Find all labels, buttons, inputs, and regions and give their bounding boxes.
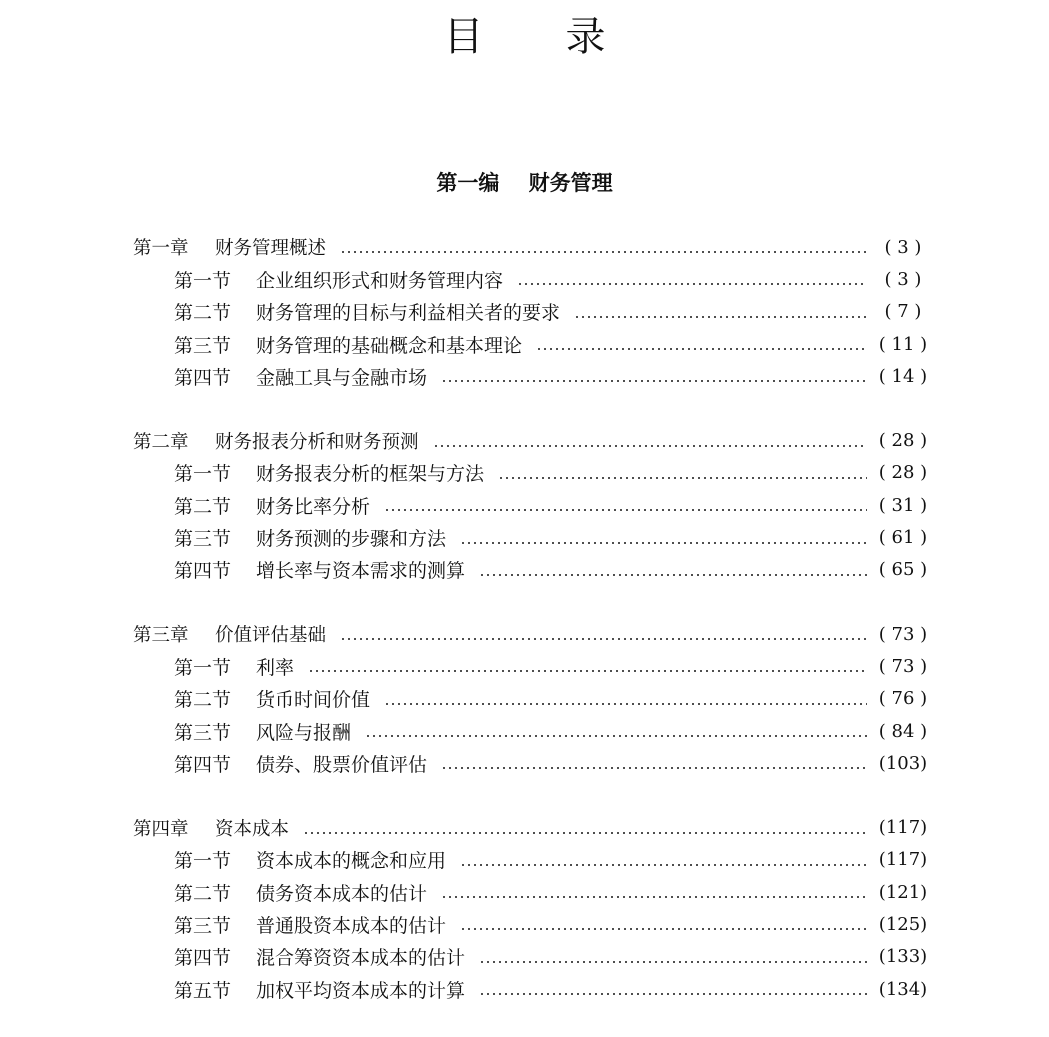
section-title: 财务管理的目标与利益相关者的要求 (256, 302, 561, 325)
chapter-title: 财务管理概述 (215, 238, 327, 260)
dot-leader (441, 380, 867, 382)
dot-leader (498, 477, 867, 479)
toc-section-entry[interactable] (133, 296, 929, 328)
dot-leader (460, 864, 867, 866)
toc-section-entry[interactable] (133, 747, 929, 779)
toc-chapter (133, 811, 929, 1005)
chapter-page-number: ( 3 ) (884, 236, 922, 258)
toc-section-entry[interactable] (133, 650, 929, 682)
section-number: 第三节 (174, 914, 232, 937)
section-title: 企业组织形式和财务管理内容 (256, 269, 504, 292)
chapter-page-number: ( 73 ) (878, 623, 928, 645)
section-page-number: ( 84 ) (878, 720, 928, 742)
section-title: 利率 (256, 656, 295, 679)
section-title: 风险与报酬 (256, 721, 352, 744)
section-page-number: ( 3 ) (884, 268, 922, 290)
page-title-char-2: 录 (565, 14, 606, 60)
section-page-number: ( 11 ) (878, 333, 928, 355)
section-page-number: (103) (878, 752, 928, 774)
toc-section-entry[interactable] (133, 328, 929, 360)
section-page-number: (125) (878, 913, 928, 935)
table-of-contents (133, 231, 929, 1037)
toc-chapter-entry[interactable] (133, 618, 929, 650)
toc-section-entry[interactable] (133, 908, 929, 940)
section-title: 货币时间价值 (256, 689, 371, 712)
dot-leader (460, 542, 867, 544)
dot-leader (340, 638, 867, 640)
toc-section-entry[interactable] (133, 973, 929, 1005)
section-title: 增长率与资本需求的测算 (256, 560, 466, 583)
section-page-number: (117) (878, 849, 928, 871)
section-number: 第一节 (174, 463, 232, 486)
chapter-title: 资本成本 (215, 818, 290, 840)
section-number: 第三节 (174, 334, 232, 357)
section-page-number: ( 28 ) (878, 462, 928, 484)
section-number: 第五节 (174, 979, 232, 1002)
section-title: 财务预测的步骤和方法 (256, 528, 447, 551)
dot-leader (460, 928, 867, 930)
dot-leader (340, 251, 867, 253)
page-title (0, 12, 1049, 62)
section-title: 金融工具与金融市场 (256, 366, 428, 389)
toc-section-entry[interactable] (133, 263, 929, 295)
dot-leader (479, 574, 867, 576)
section-number: 第二节 (174, 689, 232, 712)
section-number: 第三节 (174, 721, 232, 744)
dot-leader (574, 316, 867, 318)
toc-chapter (133, 231, 929, 392)
section-page-number: ( 31 ) (878, 494, 928, 516)
section-page-number: (133) (878, 946, 928, 968)
part-heading: 第一编 财务管理 (436, 170, 613, 195)
page-title-char-1: 目 (443, 14, 484, 60)
section-page-number: (121) (878, 881, 928, 903)
section-title: 资本成本的概念和应用 (256, 850, 447, 873)
dot-leader (365, 735, 867, 737)
toc-section-entry[interactable] (133, 521, 929, 553)
dot-leader (479, 993, 867, 995)
dot-leader (384, 509, 867, 511)
chapter-page-number: (117) (878, 817, 928, 839)
toc-chapter-entry[interactable] (133, 424, 929, 456)
toc-section-entry[interactable] (133, 844, 929, 876)
section-page-number: (134) (878, 978, 928, 1000)
dot-leader (479, 961, 867, 963)
toc-chapter (133, 618, 929, 779)
toc-section-entry[interactable] (133, 715, 929, 747)
section-title: 财务管理的基础概念和基本理论 (256, 334, 523, 357)
dot-leader (441, 896, 867, 898)
toc-section-entry[interactable] (133, 360, 929, 392)
dot-leader (536, 348, 867, 350)
dot-leader (303, 832, 867, 834)
chapter-title: 价值评估基础 (215, 625, 327, 647)
section-page-number: ( 7 ) (884, 301, 922, 323)
toc-section-entry[interactable] (133, 457, 929, 489)
section-number: 第四节 (174, 947, 232, 970)
dot-leader (308, 670, 867, 672)
toc-section-entry[interactable] (133, 554, 929, 586)
dot-leader (441, 767, 867, 769)
toc-section-entry[interactable] (133, 876, 929, 908)
section-title: 债券、股票价值评估 (256, 753, 428, 776)
section-number: 第二节 (174, 495, 232, 518)
section-number: 第二节 (174, 302, 232, 325)
section-number: 第一节 (174, 656, 232, 679)
section-title: 混合筹资资本成本的估计 (256, 947, 466, 970)
chapter-number: 第四章 (133, 818, 189, 840)
dot-leader (384, 703, 867, 705)
chapter-number: 第三章 (133, 625, 189, 647)
toc-chapter-entry[interactable] (133, 811, 929, 843)
toc-chapter (133, 424, 929, 585)
toc-section-entry[interactable] (133, 489, 929, 521)
section-title: 加权平均资本成本的计算 (256, 979, 466, 1002)
section-title: 财务比率分析 (256, 495, 371, 518)
section-title: 财务报表分析的框架与方法 (256, 463, 485, 486)
section-title: 普通股资本成本的估计 (256, 914, 447, 937)
section-number: 第四节 (174, 366, 232, 389)
toc-section-entry[interactable] (133, 683, 929, 715)
section-number: 第四节 (174, 753, 232, 776)
section-number: 第三节 (174, 528, 232, 551)
section-page-number: ( 76 ) (878, 688, 928, 710)
section-page-number: ( 61 ) (878, 527, 928, 549)
chapter-number: 第一章 (133, 238, 189, 260)
toc-section-entry[interactable] (133, 941, 929, 973)
section-page-number: ( 73 ) (878, 655, 928, 677)
section-number: 第二节 (174, 882, 232, 905)
section-page-number: ( 65 ) (878, 559, 928, 581)
dot-leader (433, 445, 867, 447)
dot-leader (517, 283, 867, 285)
toc-chapter-entry[interactable] (133, 231, 929, 263)
chapter-title: 财务报表分析和财务预测 (215, 431, 419, 453)
chapter-page-number: ( 28 ) (878, 430, 928, 452)
chapter-number: 第二章 (133, 431, 189, 453)
section-title: 债务资本成本的估计 (256, 882, 428, 905)
section-page-number: ( 14 ) (878, 365, 928, 387)
section-number: 第四节 (174, 560, 232, 583)
section-number: 第一节 (174, 269, 232, 292)
section-number: 第一节 (174, 850, 232, 873)
